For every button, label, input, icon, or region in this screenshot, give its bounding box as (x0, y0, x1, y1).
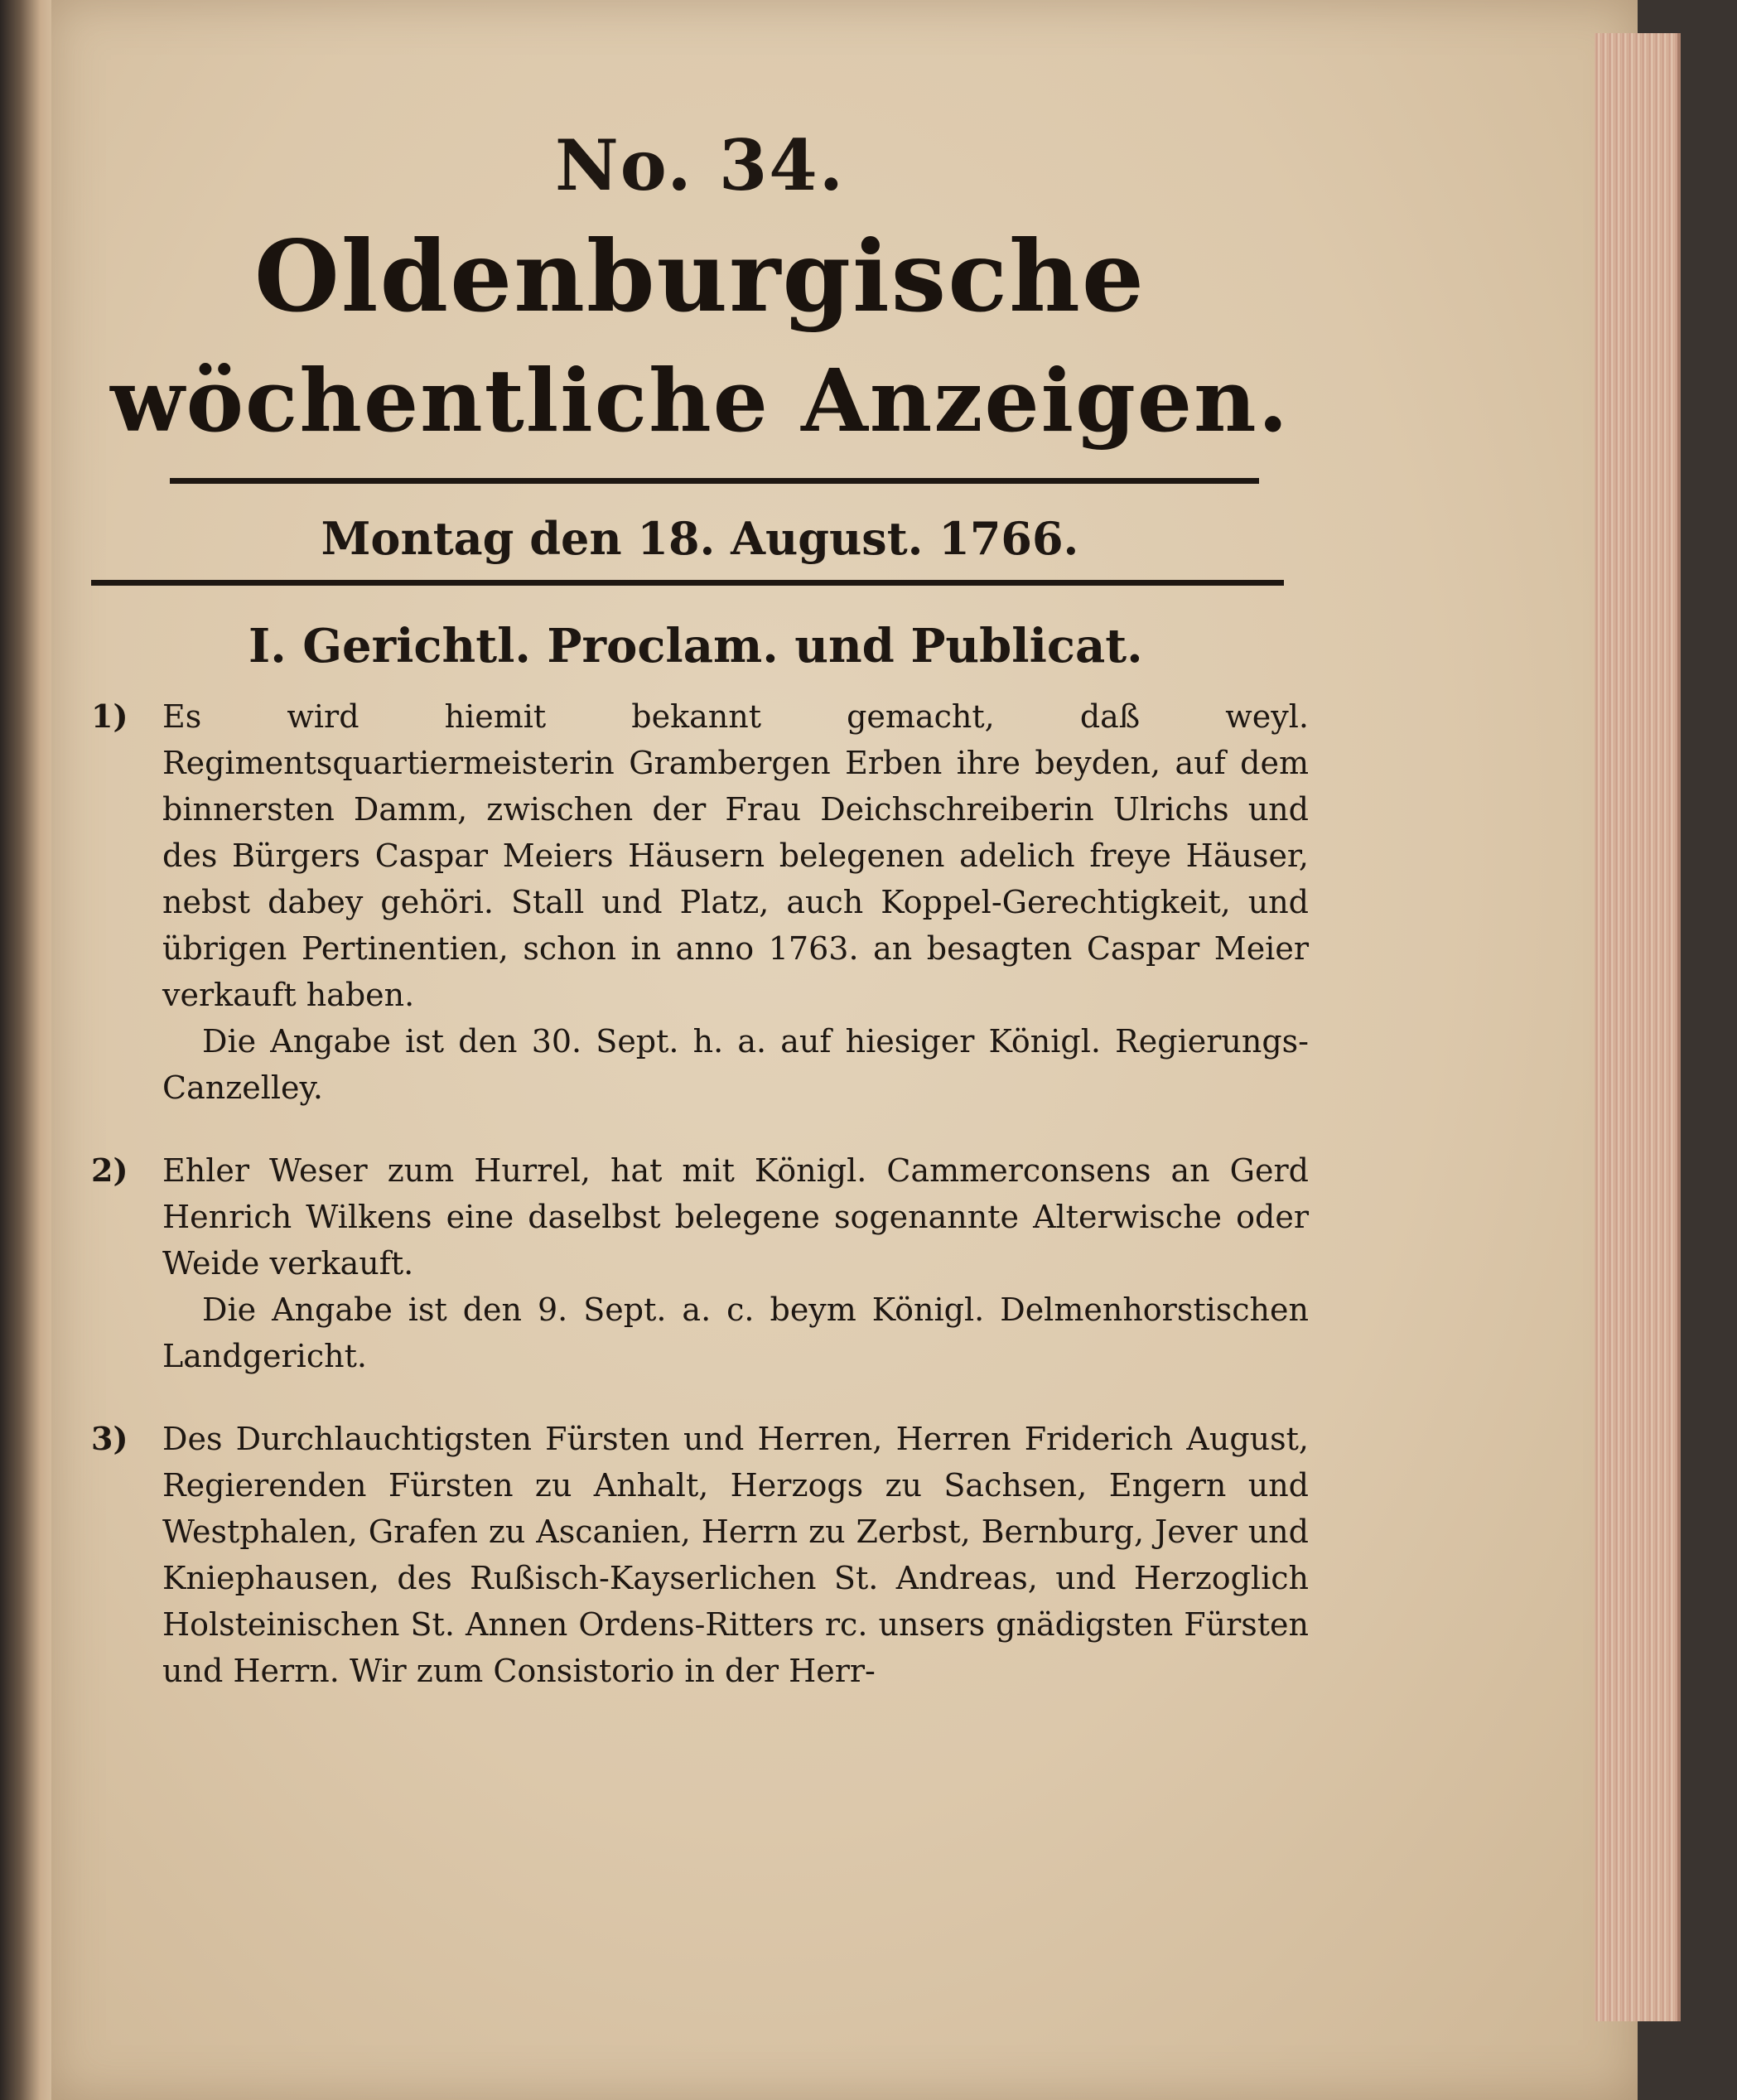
issue-number: No. 34. (555, 124, 845, 206)
notice-item (91, 1147, 1309, 1379)
notice-text: Des Durchlauchtigsten Fürsten und Herren, Herren Friderich August, Regierenden Fürsten zu Anhalt, Herzogs zu Sachsen, Engern und Westphalen, Grafen zu Ascanien, Herrn zu Zerbst, Bernburg, Jever und Kniephausen, des Rußisch-Kayserlichen St. Andreas, und Herzoglich Holsteinischen St. Annen Ordens-Ritters rc. unsers gnädigsten Fürsten und Herrn. Wir zum Consistorio in der Herr- (162, 1421, 1309, 1689)
page-edges (1595, 33, 1681, 2021)
notice-text: Es wird hiemit bekannt gemacht, daß weyl. Regimentsquartiermeisterin Grambergen Erben ihre beyden, auf dem binnersten Damm, zwischen der Frau Deichschreiberin Ulrichs und des Bürgers Caspar Meiers Häusern belegenen adelich freye Häuser, nebst dabey gehöri. Stall und Platz, auch Koppel-Gerechtigkeit, und übrigen Pertinentien, schon in anno 1763. an besagten Caspar Meier verkauft haben. (162, 698, 1309, 1013)
notice-number: 3) (91, 1420, 128, 1457)
notice-body (162, 693, 1309, 1111)
book-spine (0, 0, 58, 2100)
notice-note: Die Angabe ist den 30. Sept. h. a. auf hiesiger Königl. Regierungs-Canzelley. (162, 1023, 1309, 1106)
notice-body (162, 1147, 1309, 1379)
notice-text: Ehler Weser zum Hurrel, hat mit Königl. Cammerconsens an Gerd Henrich Wilkens eine daselbst belegene sogenannte Alterwische oder Weide verkauft. (162, 1152, 1309, 1282)
masthead-rule (170, 478, 1259, 484)
date-rule (91, 580, 1284, 586)
notice-item (91, 1416, 1309, 1694)
section-heading: I. Gerichtl. Proclam. und Publicat. (248, 619, 1143, 673)
notice-note: Die Angabe ist den 9. Sept. a. c. beym Königl. Delmenhorstischen Landgericht. (162, 1291, 1309, 1374)
masthead-title-line1: Oldenburgische (254, 219, 1146, 334)
notice-body (162, 1416, 1309, 1694)
notice-item (91, 693, 1309, 1111)
page-content (91, 124, 1309, 1707)
notice-number: 2) (91, 1151, 128, 1189)
notice-number: 1) (91, 698, 128, 735)
issue-date: Montag den 18. August. 1766. (321, 512, 1079, 565)
masthead-title-line2: wöchentliche Anzeigen. (110, 350, 1290, 451)
